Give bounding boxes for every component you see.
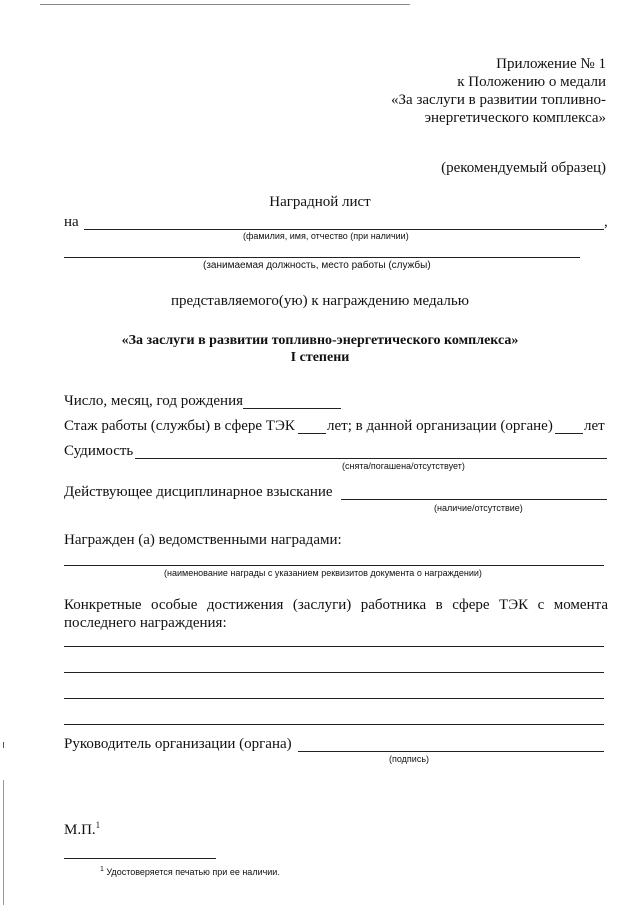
footnote-text: Удостоверяется печатью при ее наличии. (106, 867, 280, 877)
appendix-medal-line1: «За заслуги в развитии топливно- (391, 92, 606, 108)
appendix-medal-line2: энергетического комплекса» (424, 110, 606, 126)
achievements-text-line1: Конкретные особые достижения (заслуги) работника в сфере ТЭК с момента (64, 597, 608, 613)
head-label: Руководитель организации (органа) (64, 736, 292, 752)
footnote-separator (64, 858, 216, 859)
signature-caption: (подпись) (389, 754, 430, 764)
scan-edge-top (40, 4, 410, 5)
awards-label: Награжден (а) ведомственными наградами: (64, 532, 342, 548)
disciplinary-caption: (наличие/отсутствие) (434, 503, 523, 513)
disciplinary-label: Действующее дисциплинарное взыскание (64, 484, 333, 500)
signature-field-line[interactable] (298, 751, 604, 752)
position-field-line[interactable] (64, 257, 580, 258)
medal-name: «За заслуги в развитии топливно-энергетического комплекса» (121, 333, 519, 348)
sample-note: (рекомендуемый образец) (441, 160, 606, 176)
stamp-label: М.П. (64, 822, 96, 838)
org-years-label: лет (584, 418, 605, 434)
achievements-field-line[interactable] (64, 646, 604, 647)
achievements-field-line[interactable] (64, 672, 604, 673)
conviction-label: Судимость (64, 443, 134, 459)
experience-years-label: лет; в данной организации (органе) (327, 418, 553, 434)
awards-caption: (наименование награды с указанием реквизитов документа о награждении) (164, 568, 482, 578)
presented-text: представляемого(ую) к награждению медалью (171, 293, 469, 309)
footnote (100, 866, 280, 877)
appendix-number: Приложение № 1 (496, 56, 606, 72)
disciplinary-field-line[interactable] (341, 499, 607, 500)
name-caption: (фамилия, имя, отчество (при наличии) (243, 231, 409, 241)
experience-years-field-line[interactable] (298, 433, 326, 434)
name-suffix: , (604, 214, 608, 230)
org-years-field-line[interactable] (555, 433, 583, 434)
awards-field-line[interactable] (64, 565, 604, 566)
achievements-field-line[interactable] (64, 724, 604, 725)
birth-label: Число, месяц, год рождения (64, 393, 243, 409)
page-title: Наградной лист (269, 194, 371, 210)
birth-field-line[interactable] (243, 408, 341, 409)
stamp-place (64, 820, 100, 839)
conviction-field-line[interactable] (135, 458, 607, 459)
conviction-caption: (снята/погашена/отсутствует) (342, 461, 465, 471)
footnote-mark: 1 (100, 866, 104, 873)
scan-artifact (3, 742, 4, 748)
medal-degree: I степени (290, 350, 350, 365)
experience-label: Стаж работы (службы) в сфере ТЭК (64, 418, 295, 434)
name-prefix: на (64, 214, 79, 230)
appendix-reference: к Положению о медали (457, 74, 606, 90)
achievements-field-line[interactable] (64, 698, 604, 699)
achievements-text-line2: последнего награждения: (64, 615, 227, 631)
position-caption: (занимаемая должность, место работы (службы) (203, 260, 431, 271)
scan-artifact (3, 780, 4, 905)
name-field-line[interactable] (84, 229, 604, 230)
stamp-footnote-ref: 1 (95, 820, 101, 830)
